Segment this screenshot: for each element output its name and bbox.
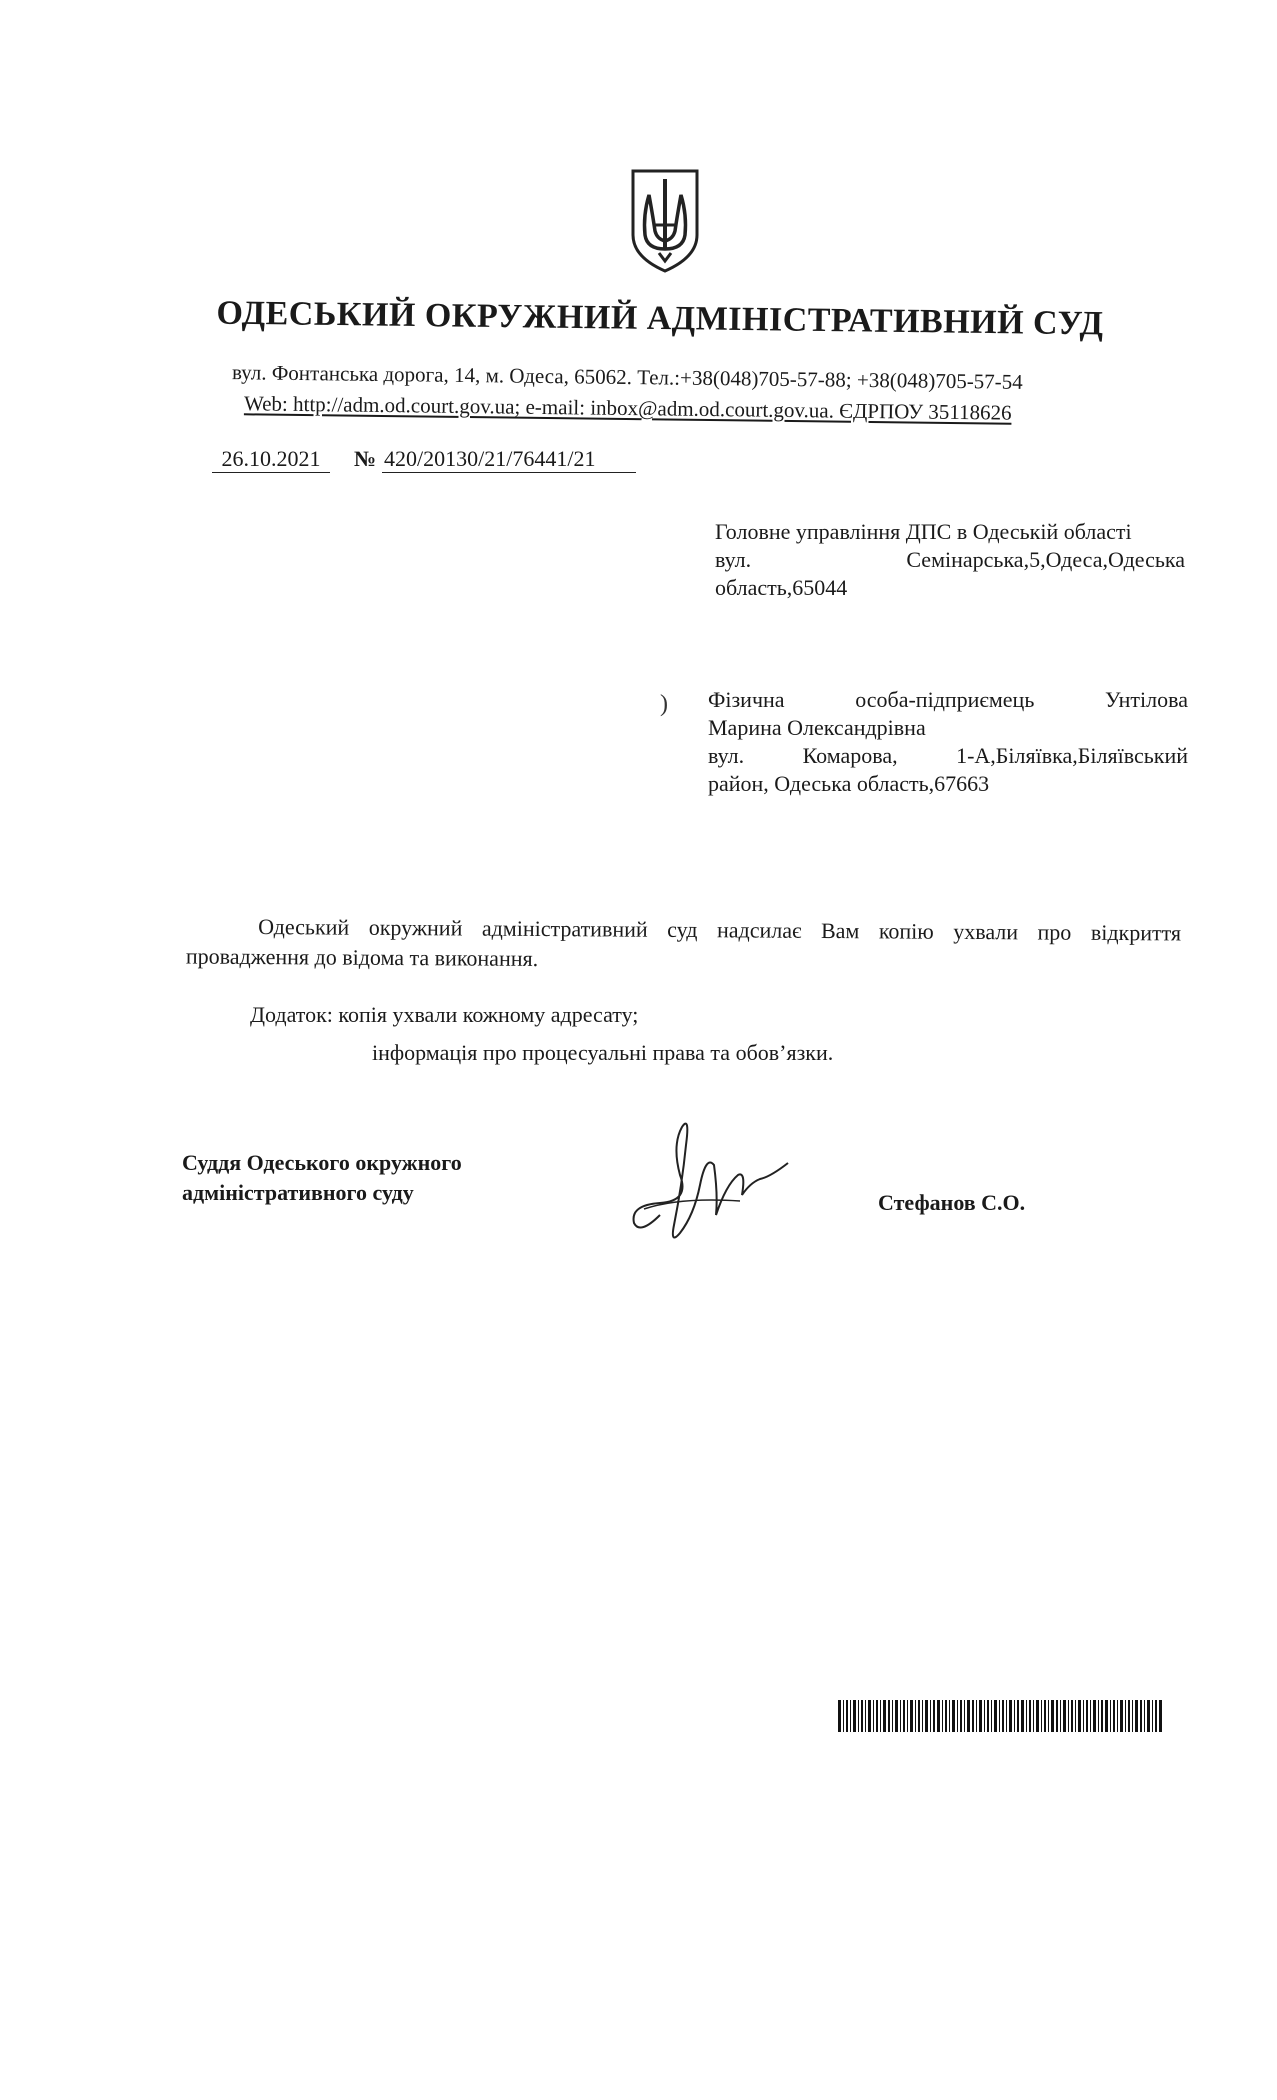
judge-name: Стефанов С.О. (878, 1190, 1026, 1215)
attachment-line-2: інформація про процесуальні права та обов’язки. (372, 1040, 834, 1065)
attachment-line-1: Додаток: копія ухвали кожному адресату; (250, 1002, 639, 1027)
document-number-label: № (354, 446, 377, 471)
recipient-tax-service (715, 518, 1185, 602)
scan-mark: ) (660, 691, 668, 717)
judge-title (182, 1148, 462, 1208)
document-date: 26.10.2021 (212, 446, 330, 473)
recipient-region: область,65044 (715, 575, 848, 600)
letter-body: Одеський окружний адміністративний суд надсилає Вам копію ухвали про відкриття провадження до відома та виконання. (185, 914, 1182, 971)
recipient-name: Головне управління ДПС в Одеській області (715, 519, 1132, 544)
judge-title-line-2: адміністративного суду (182, 1180, 414, 1205)
recipient-full-name: Марина Олександрівна (708, 715, 926, 740)
recipient-street: вул. Семінарська,5,Одеса,Одеська (715, 547, 1185, 572)
judge-title-line-1: Суддя Одеського окружного (182, 1150, 462, 1175)
court-name-heading: ОДЕСЬКИЙ ОКРУЖНИЙ АДМІНІСТРАТИВНИЙ СУД (216, 294, 1104, 343)
recipient-entrepreneur (708, 686, 1188, 798)
barcode-icon (838, 1700, 1164, 1732)
recipient-title: Фізична особа-підприємець Унтілова (708, 687, 1188, 712)
document-number: 420/20130/21/76441/21 (382, 446, 636, 473)
recipient-street: вул. Комарова, 1-А,Біляївка,Біляївський (708, 743, 1188, 768)
court-web-email: Web: http://adm.od.court.gov.ua; e-mail: inbox@adm.od.court.gov.ua. ЄДРПОУ 35118626 (243, 391, 1012, 425)
handwritten-signature-icon (620, 1105, 800, 1255)
coat-of-arms-icon (625, 165, 705, 275)
recipient-region: район, Одеська область,67663 (708, 771, 990, 796)
court-address: вул. Фонтанська дорога, 14, м. Одеса, 65062. Тел.:+38(048)705-57-88; +38(048)705-57-54 (231, 360, 1023, 394)
